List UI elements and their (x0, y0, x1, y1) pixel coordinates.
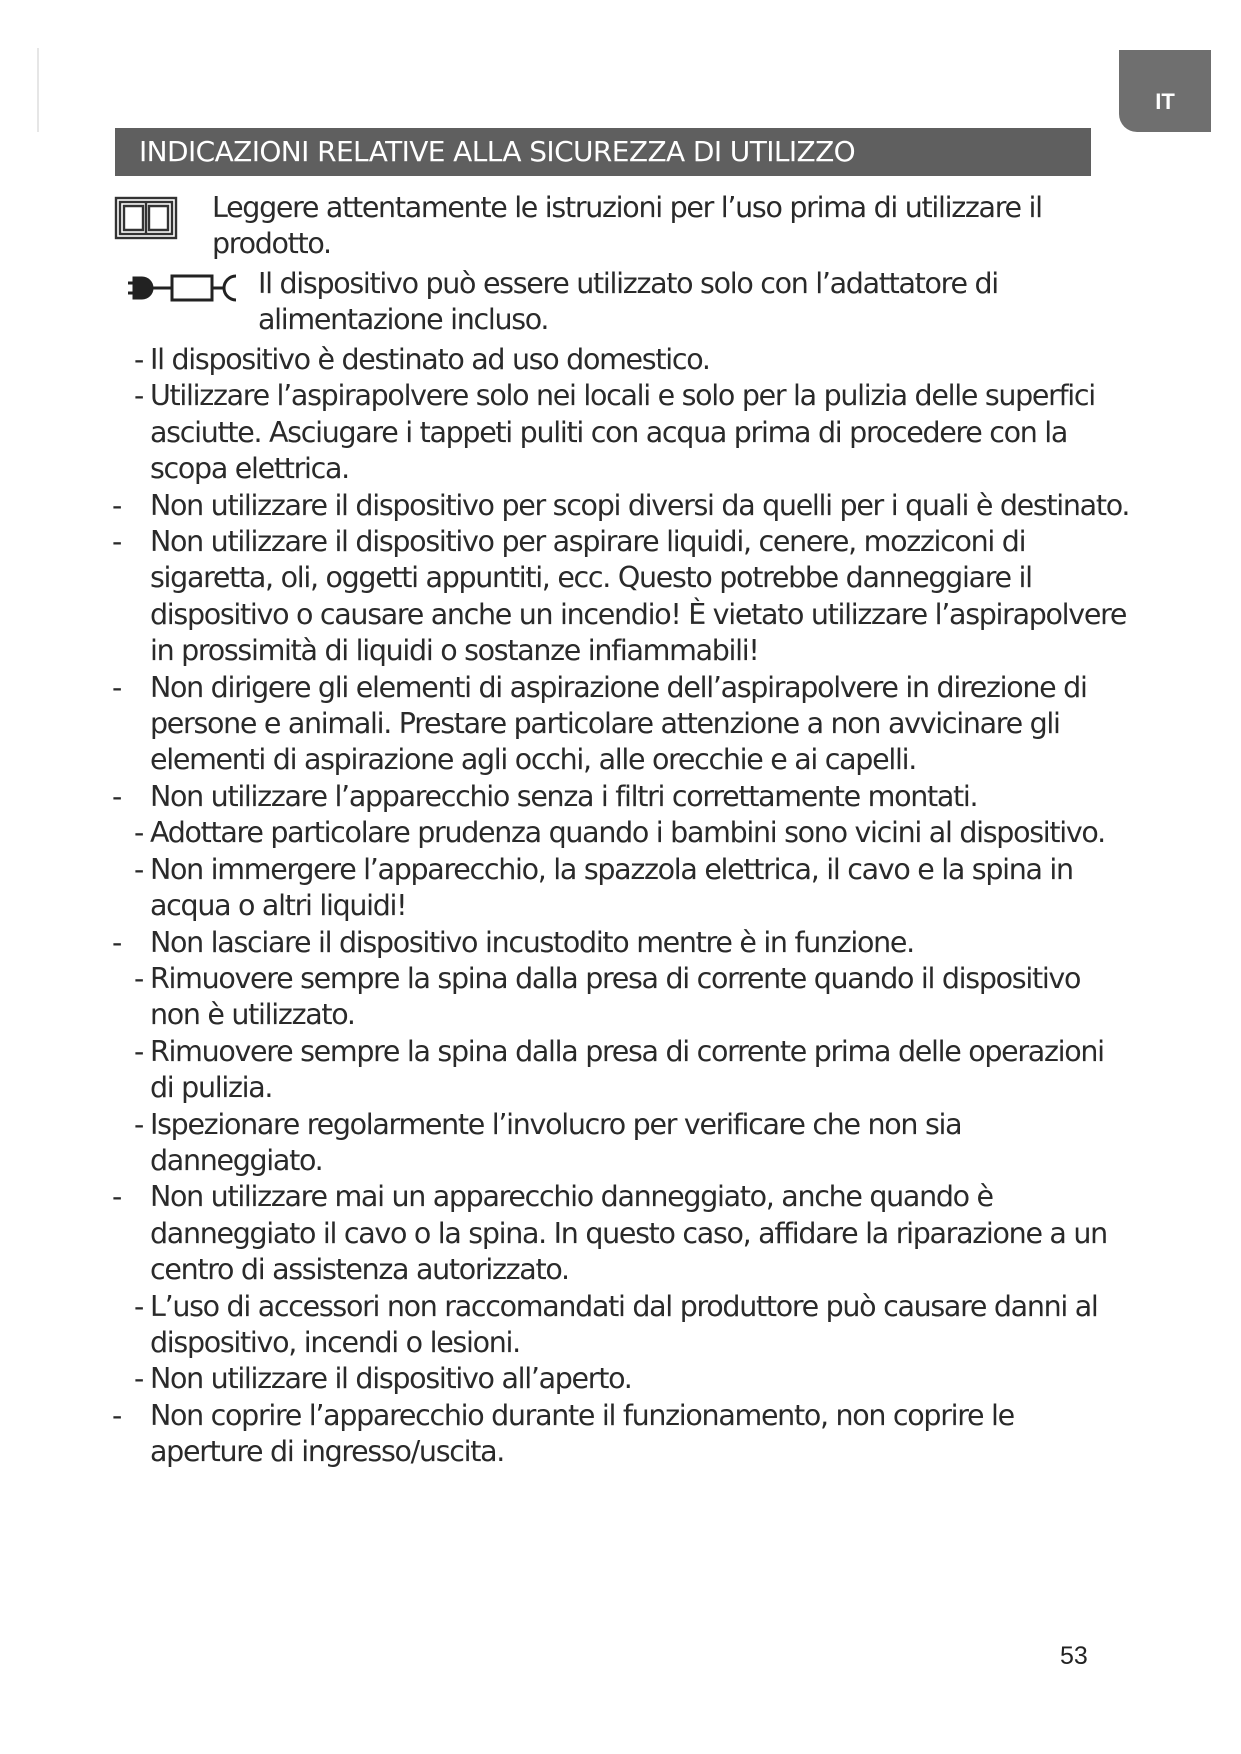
bullet-dash: - (112, 779, 121, 813)
list-item (112, 1361, 1132, 1397)
list-item-text: Rimuovere sempre la spina dalla presa di corrente quando il dispositivo non è utilizzato. (150, 961, 1081, 1032)
note-text: Leggere attentamente le istruzioni per l’uso prima di utilizzare il prodotto. (212, 191, 1042, 261)
list-item-text: Non immergere l’apparecchio, la spazzola elettrica, il cavo e la spina in acqua o altri liquidi! (150, 852, 1073, 923)
list-item-text: Ispezionare regolarmente l’involucro per verificare che non sia danneggiato. (150, 1107, 962, 1177)
bullet-dash: - (134, 343, 143, 376)
list-item-text: Utilizzare l’aspirapolvere solo nei locali e solo per la pulizia delle superfici asciutte. Asciugare i tappeti puliti con acqua prima di procedere con la scopa elettrica. (150, 379, 1095, 486)
bullet-dash: - (134, 852, 143, 886)
list-item (112, 961, 1132, 1034)
list-item-text: Non utilizzare il dispositivo per scopi diversi da quelli per i quali è destinato. (150, 488, 1130, 522)
list-item (112, 852, 1132, 925)
list-item (112, 1179, 1132, 1288)
note-read-manual (112, 190, 1132, 266)
list-item-text: Adottare particolare prudenza quando i bambini sono vicini al dispositivo. (150, 816, 1105, 850)
list-item (112, 524, 1132, 670)
bullet-dash: - (134, 961, 143, 995)
list-item-text: Non utilizzare il dispositivo all’aperto. (150, 1362, 632, 1396)
list-item-text: Non utilizzare mai un apparecchio danneggiato, anche quando è danneggiato il cavo o la spina. In questo caso, affidare la riparazione a un centro di assistenza autorizzato. (150, 1180, 1107, 1287)
list-item (112, 1289, 1132, 1362)
safety-list (112, 342, 1132, 1471)
list-item (112, 779, 1132, 815)
bullet-dash: - (112, 1180, 121, 1214)
bullet-dash: - (112, 488, 121, 522)
margin-rule (37, 48, 39, 132)
list-item (112, 1034, 1132, 1107)
bullet-dash: - (134, 816, 143, 850)
bullet-dash: - (112, 525, 121, 559)
section-header: INDICAZIONI RELATIVE ALLA SICUREZZA DI UTILIZZO (115, 128, 1091, 176)
list-item-text: Rimuovere sempre la spina dalla presa di corrente prima delle operazioni di pulizia. (150, 1034, 1104, 1105)
bullet-dash: - (134, 1107, 143, 1141)
list-item (112, 342, 1132, 378)
list-item (112, 1107, 1132, 1180)
bullet-dash: - (134, 1289, 143, 1323)
bullet-dash: - (112, 670, 121, 704)
bullet-dash: - (134, 1362, 143, 1396)
note-adapter (112, 266, 1132, 342)
power-adapter-icon (128, 270, 240, 315)
list-item (112, 378, 1132, 487)
list-item (112, 670, 1132, 779)
language-tab: IT (1119, 50, 1211, 132)
bullet-dash: - (134, 1034, 143, 1068)
list-item-text: Il dispositivo è destinato ad uso domestico. (150, 343, 710, 376)
bullet-dash: - (112, 1398, 121, 1432)
manual-book-icon (112, 194, 180, 251)
bullet-dash: - (134, 379, 143, 413)
list-item-text: Non utilizzare l’apparecchio senza i filtri correttamente montati. (150, 779, 978, 813)
page-number: 53 (1060, 1642, 1088, 1670)
list-item-text: Non dirigere gli elementi di aspirazione dell’aspirapolvere in direzione di persone e animali. Prestare particolare attenzione a non avvicinare gli elementi di aspirazione agli occhi, alle orecchie e ai capelli. (150, 670, 1087, 777)
bullet-dash: - (112, 925, 121, 959)
list-item-text: Non lasciare il dispositivo incustodito mentre è in funzione. (150, 925, 914, 959)
safety-content (112, 190, 1132, 1471)
list-item (112, 925, 1132, 961)
list-item (112, 488, 1132, 524)
list-item (112, 815, 1132, 851)
list-item (112, 1398, 1132, 1471)
list-item-text: L’uso di accessori non raccomandati dal produttore può causare danni al dispositivo, incendi o lesioni. (150, 1289, 1098, 1359)
list-item-text: Non utilizzare il dispositivo per aspirare liquidi, cenere, mozziconi di sigaretta, oli, oggetti appuntiti, ecc. Questo potrebbe danneggiare il dispositivo o causare anche un incendio! È vietato utilizzare l’aspirapolvere in prossimità di liquidi o sostanze infiammabili! (150, 525, 1127, 668)
list-item-text: Non coprire l’apparecchio durante il funzionamento, non coprire le aperture di ingresso/uscita. (150, 1398, 1014, 1469)
note-text: Il dispositivo può essere utilizzato solo con l’adattatore di alimentazione incluso. (258, 267, 998, 337)
